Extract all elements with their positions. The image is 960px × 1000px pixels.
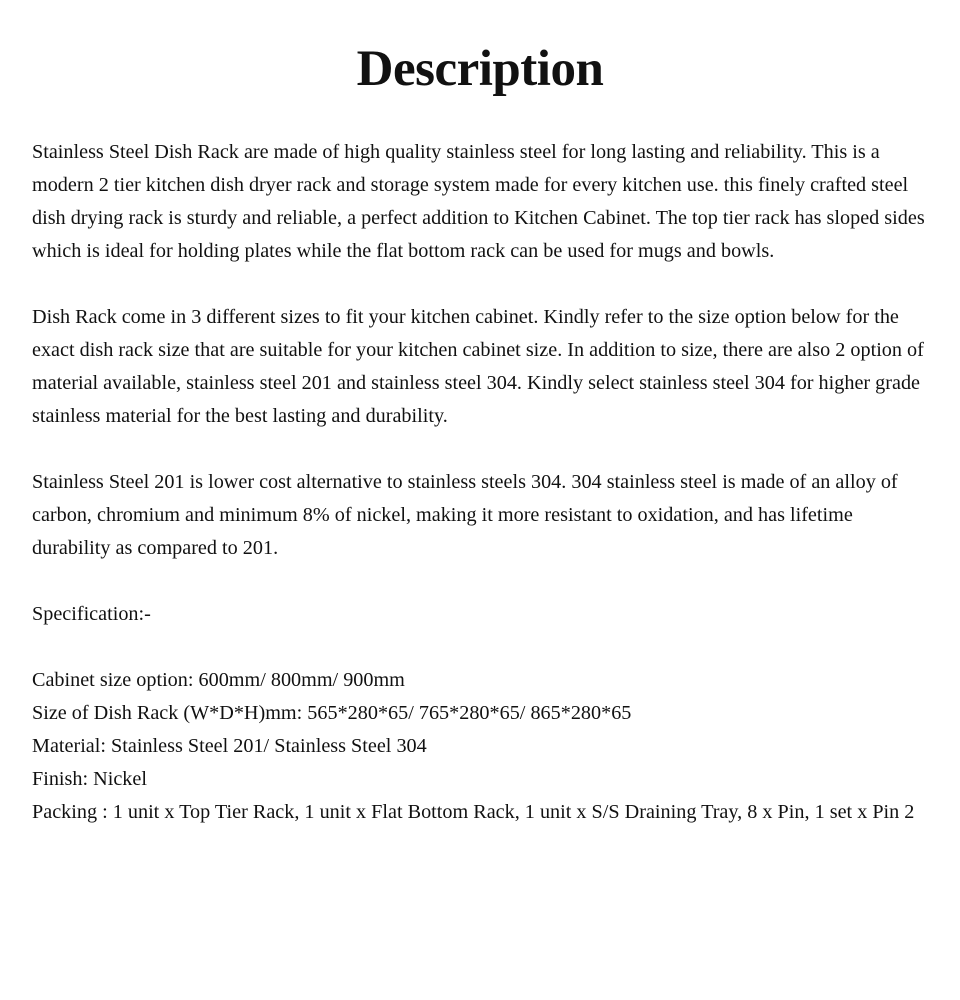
sizes-paragraph: Dish Rack come in 3 different sizes to fit your kitchen cabinet. Kindly refer to the size option below for the exact dish rack size that are suitable for your kitchen cabinet size. In addition to size, there are also 2 option of material available, stainless steel 201 and stainless steel 304. Kindly select stainless steel 304 for higher grade stainless material for the best lasting and durability.	[32, 306, 924, 427]
spec-rack-size: Size of Dish Rack (W*D*H)mm: 565*280*65/ 765*280*65/ 865*280*65	[32, 702, 632, 724]
material-paragraph: Stainless Steel 201 is lower cost alternative to stainless steels 304. 304 stainless steel is made of an alloy of carbon, chromium and minimum 8% of nickel, making it more resistant to oxidation, and has lifetime durability as compared to 201.	[32, 471, 898, 559]
page-title: Description	[356, 41, 604, 97]
spec-material: Material: Stainless Steel 201/ Stainless Steel 304	[32, 735, 427, 757]
intro-paragraph: Stainless Steel Dish Rack are made of high quality stainless steel for long lasting and reliability. This is a modern 2 tier kitchen dish dryer rack and storage system made for every kitchen use. this finely crafted steel dish drying rack is sturdy and reliable, a perfect addition to Kitchen Cabinet. The top tier rack has sloped sides which is ideal for holding plates while the flat bottom rack can be used for mugs and bowls.	[32, 141, 925, 262]
spec-packing: Packing : 1 unit x Top Tier Rack, 1 unit x Flat Bottom Rack, 1 unit x S/S Draining Tray, 8 x Pin, 1 set x Pin 2	[32, 801, 915, 823]
specification-heading: Specification:-	[32, 603, 151, 625]
spec-finish: Finish: Nickel	[32, 768, 147, 790]
spec-cabinet-size: Cabinet size option: 600mm/ 800mm/ 900mm	[32, 669, 405, 691]
specification-list	[32, 664, 928, 829]
description-body	[32, 136, 928, 829]
